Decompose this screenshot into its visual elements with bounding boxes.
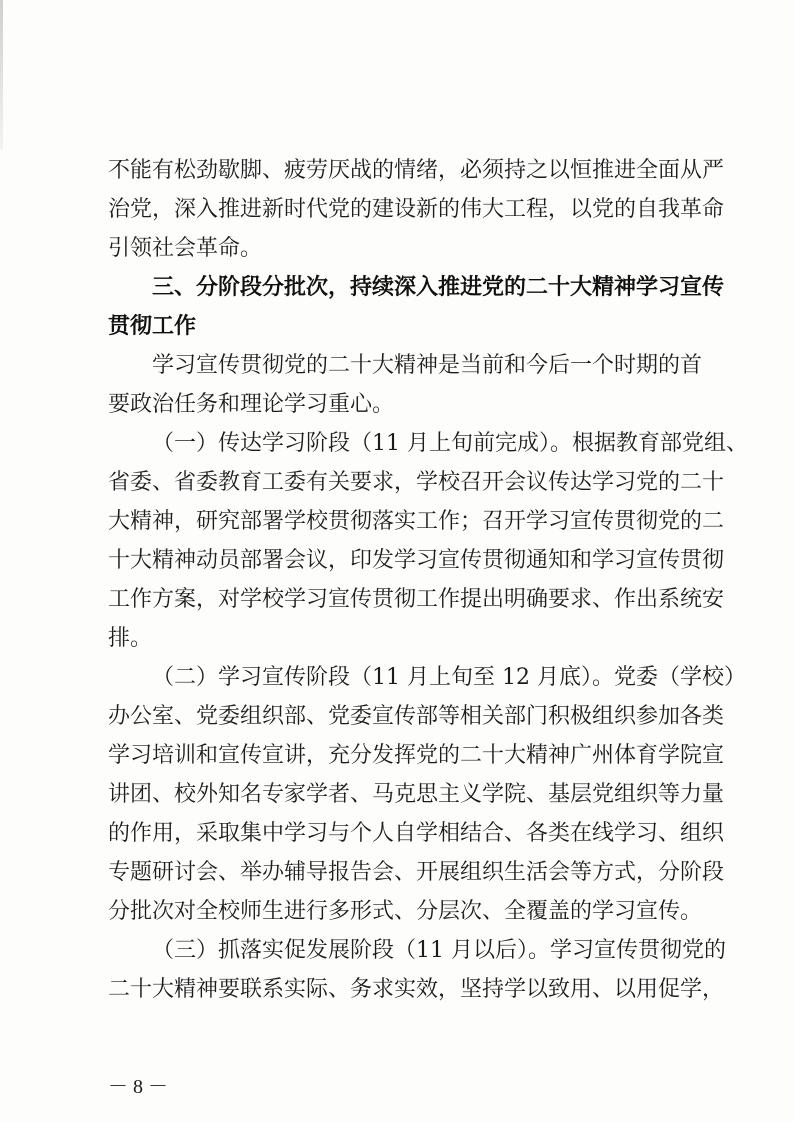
paragraph-line: 省委、省委教育工委有关要求，学校召开会议传达学习党的二十 — [108, 470, 725, 495]
paragraph-line: 引领社会革命。 — [108, 236, 263, 261]
paragraph-line: 学习培训和宣传宣讲，充分发挥党的二十大精神广州体育学院宣 — [108, 743, 725, 768]
paragraph-line: （一）传达学习阶段（11 月上旬前完成）。根据教育部党组、 — [152, 431, 748, 456]
paragraph-line: 不能有松劲歇脚、疲劳厌战的情绪，必须持之以恒推进全面从严 — [108, 158, 725, 183]
scan-edge-shadow — [0, 0, 3, 150]
paragraph-line: 二十大精神要联系实际、务求实效，坚持学以致用、以用促学， — [108, 977, 725, 1002]
paragraph-line: 讲团、校外知名专家学者、马克思主义学院、基层党组织等力量 — [108, 782, 725, 807]
section-heading: 贯彻工作 — [108, 314, 197, 339]
paragraph-line: 的作用，采取集中学习与个人自学相结合、各类在线学习、组织 — [108, 821, 725, 846]
paragraph-line: 要政治任务和理论学习重心。 — [108, 392, 395, 417]
paragraph-line: 排。 — [108, 626, 153, 651]
paragraph-line: 专题研讨会、举办辅导报告会、开展组织生活会等方式，分阶段 — [108, 860, 725, 885]
page-number: － 8 － — [108, 1076, 168, 1098]
paragraph-line: （三）抓落实促发展阶段（11 月以后）。学习宣传贯彻党的 — [152, 938, 726, 963]
paragraph-line: 学习宣传贯彻党的二十大精神是当前和今后一个时期的首 — [152, 353, 703, 378]
paragraph-line: 治党，深入推进新时代党的建设新的伟大工程，以党的自我革命 — [108, 197, 725, 222]
paragraph-line: 十大精神动员部署会议，印发学习宣传贯彻通知和学习宣传贯彻 — [108, 548, 725, 573]
paragraph-line: 大精神，研究部署学校贯彻落实工作；召开学习宣传贯彻党的二 — [108, 509, 725, 534]
paragraph-line: 工作方案，对学校学习宣传贯彻工作提出明确要求、作出系统安 — [108, 587, 725, 612]
paragraph-line: 分批次对全校师生进行多形式、分层次、全覆盖的学习宣传。 — [108, 899, 703, 924]
section-heading: 三、分阶段分批次，持续深入推进党的二十大精神学习宣传 — [152, 275, 725, 300]
paragraph-line: （二）学习宣传阶段（11 月上旬至 12 月底）。党委（学校） — [152, 665, 746, 690]
paragraph-line: 办公室、党委组织部、党委宣传部等相关部门积极组织参加各类 — [108, 704, 725, 729]
